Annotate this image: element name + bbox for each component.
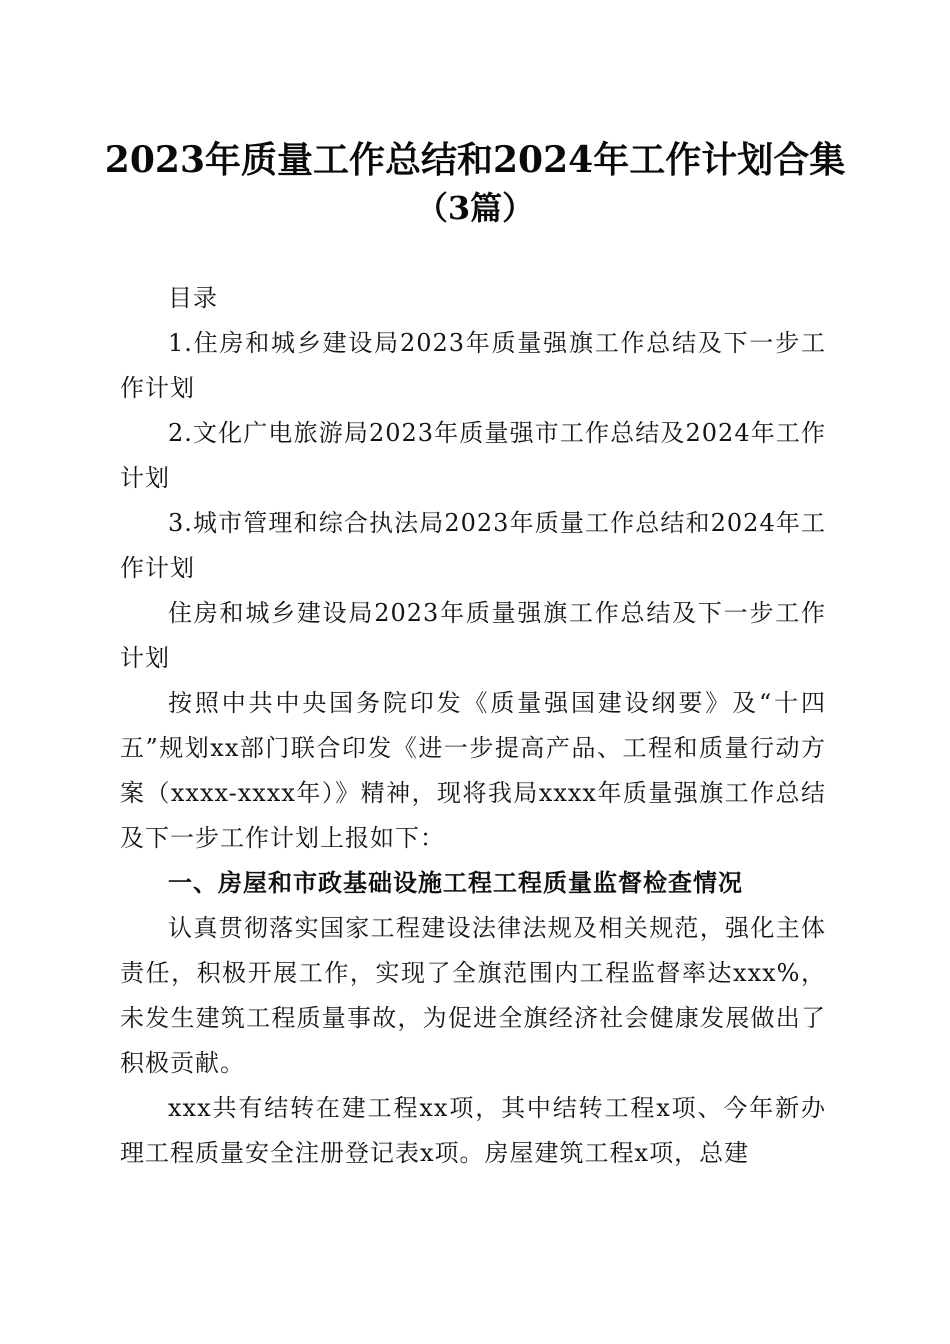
document-body <box>120 276 826 1176</box>
toc-label: 目录 <box>168 284 218 312</box>
document-title-line-2: （3篇） <box>415 189 535 227</box>
document-title-line-1: 2023年质量工作总结和2024年工作计划合集 <box>104 139 846 181</box>
section-1-paragraph-2: xxx共有结转在建工程xx项，其中结转工程x项、今年新办理工程质量安全注册登记表x项。房屋建筑工程x项，总建 <box>120 1094 826 1167</box>
intro-paragraph: 按照中共中央国务院印发《质量强国建设纲要》及“十四五”规划xx部门联合印发《进一步提高产品、工程和质量行动方案（xxxx-xxxx年）》精神，现将我局xxxx年质量强旗工作总结及下一步工作计划上报如下： <box>120 689 826 852</box>
section-1-paragraph-1: 认真贯彻落实国家工程建设法律法规及相关规范，强化主体责任，积极开展工作，实现了全旗范围内工程监督率达xxx%，未发生建筑工程质量事故，为促进全旗经济社会健康发展做出了积极贡献。 <box>120 914 826 1077</box>
toc-item-1: 1.住房和城乡建设局2023年质量强旗工作总结及下一步工作计划 <box>120 329 826 402</box>
section-1-heading: 一、房屋和市政基础设施工程工程质量监督检查情况 <box>168 869 743 897</box>
toc-item-3: 3.城市管理和综合执法局2023年质量工作总结和2024年工作计划 <box>120 509 826 582</box>
article-title: 住房和城乡建设局2023年质量强旗工作总结及下一步工作计划 <box>120 599 826 672</box>
toc-item-2: 2.文化广电旅游局2023年质量强市工作总结及2024年工作计划 <box>120 419 826 492</box>
